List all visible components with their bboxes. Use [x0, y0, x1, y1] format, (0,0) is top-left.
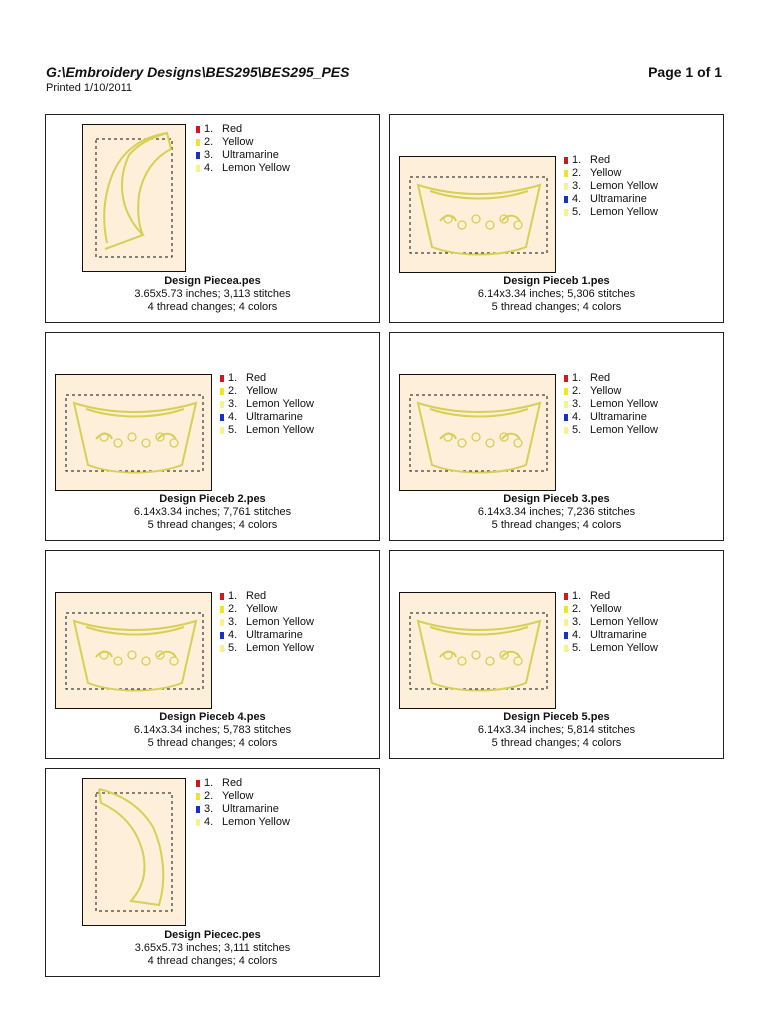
design-thread-changes: 5 thread changes; 4 colors — [491, 737, 622, 749]
design-dimensions: 6.14x3.34 inches; 5,306 stitches — [477, 288, 636, 300]
design-dimensions: 6.14x3.34 inches; 7,761 stitches — [133, 506, 292, 518]
thread-color-item — [564, 398, 658, 411]
design-thread-changes: 5 thread changes; 4 colors — [491, 519, 622, 531]
printed-date: Printed 1/10/2011 — [46, 82, 133, 94]
color-swatch — [564, 593, 568, 600]
thread-color-item — [196, 123, 290, 136]
thread-color-item — [564, 193, 658, 206]
motif-flourish — [458, 221, 466, 229]
thread-color-name: Ultramarine — [246, 629, 303, 641]
embroidery-shape — [418, 403, 540, 473]
thread-number: 4. — [204, 816, 214, 828]
thread-number: 1. — [204, 123, 214, 135]
motif-flourish — [486, 657, 494, 665]
design-dimensions: 3.65x5.73 inches; 3,111 stitches — [134, 942, 291, 954]
color-swatch — [564, 619, 568, 626]
motif-flourish — [514, 439, 522, 447]
thread-number: 4. — [204, 162, 214, 174]
thread-color-name: Red — [222, 777, 243, 789]
design-preview — [82, 778, 186, 926]
color-swatch — [220, 632, 224, 639]
design-file-name: Design Piecec.pes — [164, 929, 261, 941]
color-swatch — [220, 427, 224, 434]
thread-color-item — [196, 162, 290, 175]
thread-color-name: Yellow — [222, 136, 254, 148]
color-swatch — [220, 375, 224, 382]
thread-color-item — [196, 149, 290, 162]
thread-color-item — [564, 372, 658, 385]
motif-flourish — [142, 439, 150, 447]
motif-flourish — [114, 657, 122, 665]
thread-color-list — [564, 372, 658, 437]
thread-color-name: Ultramarine — [222, 149, 279, 161]
thread-color-list — [220, 590, 314, 655]
motif-flourish — [472, 215, 480, 223]
color-swatch — [220, 414, 224, 421]
thread-color-name: Red — [246, 372, 267, 384]
thread-number: 3. — [572, 180, 582, 192]
thread-color-item — [564, 180, 658, 193]
thread-color-list — [564, 154, 658, 219]
design-card — [45, 114, 380, 323]
motif-flourish — [458, 657, 466, 665]
thread-color-item — [220, 398, 314, 411]
thread-color-item — [564, 154, 658, 167]
thread-color-item — [196, 803, 290, 816]
thread-color-item — [220, 372, 314, 385]
motif-flourish — [142, 657, 150, 665]
thread-color-name: Yellow — [246, 603, 278, 615]
thread-number: 1. — [204, 777, 214, 789]
thread-number: 3. — [572, 398, 582, 410]
design-dimensions: 6.14x3.34 inches; 5,814 stitches — [477, 724, 636, 736]
thread-color-item — [564, 167, 658, 180]
thread-number: 4. — [572, 629, 582, 641]
thread-color-item — [564, 629, 658, 642]
color-swatch — [564, 183, 568, 190]
design-preview — [82, 124, 186, 272]
color-swatch — [564, 401, 568, 408]
thread-color-item — [196, 790, 290, 803]
embroidery-shape — [99, 789, 163, 905]
design-file-name: Design Piecea.pes — [164, 275, 261, 287]
embroidery-shape — [74, 621, 196, 691]
thread-color-item — [220, 385, 314, 398]
motif-flourish — [114, 439, 122, 447]
thread-color-name: Lemon Yellow — [590, 180, 658, 192]
thread-color-name: Lemon Yellow — [590, 206, 658, 218]
thread-color-list — [564, 590, 658, 655]
thread-number: 2. — [228, 603, 238, 615]
thread-color-item — [220, 603, 314, 616]
color-swatch — [564, 375, 568, 382]
thread-color-name: Red — [590, 372, 611, 384]
thread-color-item — [564, 590, 658, 603]
motif-flourish — [458, 439, 466, 447]
design-dimensions: 6.14x3.34 inches; 7,236 stitches — [477, 506, 636, 518]
design-preview — [399, 374, 556, 491]
color-swatch — [564, 427, 568, 434]
thread-number: 2. — [572, 603, 582, 615]
thread-color-item — [564, 411, 658, 424]
thread-number: 4. — [572, 193, 582, 205]
thread-color-name: Lemon Yellow — [246, 398, 314, 410]
embroidery-shape — [418, 185, 540, 255]
design-caption — [46, 929, 379, 968]
thread-color-item — [220, 590, 314, 603]
design-preview — [399, 156, 556, 273]
thread-color-name: Ultramarine — [590, 629, 647, 641]
thread-color-item — [220, 629, 314, 642]
thread-number: 4. — [572, 411, 582, 423]
design-preview — [55, 374, 212, 491]
thread-color-name: Lemon Yellow — [590, 398, 658, 410]
design-card — [45, 550, 380, 759]
motif-flourish — [170, 439, 178, 447]
design-dimensions: 3.65x5.73 inches; 3,113 stitches — [134, 288, 291, 300]
design-file-name: Design Pieceb 1.pes — [503, 275, 610, 287]
color-swatch — [196, 152, 200, 159]
thread-color-name: Yellow — [246, 385, 278, 397]
thread-color-item — [564, 616, 658, 629]
motif-flourish — [472, 433, 480, 441]
thread-color-name: Ultramarine — [590, 193, 647, 205]
thread-number: 3. — [204, 803, 214, 815]
thread-number: 1. — [228, 590, 238, 602]
embroidery-shape — [418, 621, 540, 691]
thread-color-name: Lemon Yellow — [590, 642, 658, 654]
motif-flourish — [128, 433, 136, 441]
color-swatch — [220, 388, 224, 395]
color-swatch — [196, 793, 200, 800]
design-file-name: Design Pieceb 4.pes — [159, 711, 266, 723]
color-swatch — [196, 165, 200, 172]
design-card — [45, 332, 380, 541]
thread-number: 1. — [572, 590, 582, 602]
thread-color-item — [220, 411, 314, 424]
design-thread-changes: 5 thread changes; 4 colors — [147, 737, 278, 749]
thread-color-name: Lemon Yellow — [246, 616, 314, 628]
thread-color-name: Yellow — [222, 790, 254, 802]
thread-number: 1. — [228, 372, 238, 384]
thread-color-name: Red — [590, 154, 611, 166]
thread-number: 5. — [572, 424, 582, 436]
thread-color-item — [564, 603, 658, 616]
thread-number: 2. — [572, 167, 582, 179]
thread-color-name: Yellow — [590, 603, 622, 615]
design-thread-changes: 4 thread changes; 4 colors — [147, 955, 278, 967]
thread-number: 5. — [228, 642, 238, 654]
thread-number: 2. — [204, 136, 214, 148]
motif-flourish — [128, 651, 136, 659]
thread-color-item — [196, 816, 290, 829]
color-swatch — [220, 593, 224, 600]
motif-flourish — [170, 657, 178, 665]
color-swatch — [196, 139, 200, 146]
thread-color-name: Lemon Yellow — [222, 162, 290, 174]
color-swatch — [564, 414, 568, 421]
color-swatch — [564, 645, 568, 652]
thread-number: 2. — [228, 385, 238, 397]
motif-flourish — [486, 221, 494, 229]
page-number: Page 1 of 1 — [648, 64, 722, 80]
thread-number: 1. — [572, 372, 582, 384]
design-thread-changes: 4 thread changes; 4 colors — [147, 301, 278, 313]
thread-color-name: Lemon Yellow — [222, 816, 290, 828]
thread-color-name: Lemon Yellow — [246, 424, 314, 436]
embroidery-shape — [74, 403, 196, 473]
thread-color-item — [220, 616, 314, 629]
design-caption — [390, 711, 723, 750]
thread-number: 2. — [572, 385, 582, 397]
design-card — [389, 550, 724, 759]
thread-color-item — [564, 206, 658, 219]
thread-color-name: Red — [246, 590, 267, 602]
thread-color-name: Ultramarine — [246, 411, 303, 423]
thread-color-list — [220, 372, 314, 437]
color-swatch — [220, 619, 224, 626]
thread-color-name: Yellow — [590, 385, 622, 397]
thread-color-name: Lemon Yellow — [590, 616, 658, 628]
design-caption — [46, 493, 379, 532]
design-dimensions: 6.14x3.34 inches; 5,783 stitches — [133, 724, 292, 736]
thread-color-list — [196, 777, 290, 829]
thread-color-item — [564, 385, 658, 398]
thread-number: 5. — [572, 206, 582, 218]
thread-color-name: Yellow — [590, 167, 622, 179]
color-swatch — [564, 157, 568, 164]
design-file-name: Design Pieceb 3.pes — [503, 493, 610, 505]
thread-color-item — [220, 424, 314, 437]
color-swatch — [196, 806, 200, 813]
thread-color-name: Lemon Yellow — [590, 424, 658, 436]
design-caption — [390, 275, 723, 314]
design-card — [45, 768, 380, 977]
motif-flourish — [472, 651, 480, 659]
color-swatch — [220, 401, 224, 408]
color-swatch — [564, 388, 568, 395]
color-swatch — [564, 209, 568, 216]
motif-flourish — [514, 657, 522, 665]
design-caption — [46, 711, 379, 750]
thread-color-name: Red — [590, 590, 611, 602]
design-preview — [399, 592, 556, 709]
thread-color-item — [196, 136, 290, 149]
thread-number: 4. — [228, 629, 238, 641]
thread-number: 1. — [572, 154, 582, 166]
thread-number: 5. — [228, 424, 238, 436]
page-title: G:\Embroidery Designs\BES295\BES295_PES — [46, 64, 350, 80]
thread-number: 3. — [228, 616, 238, 628]
thread-number: 3. — [204, 149, 214, 161]
thread-color-name: Ultramarine — [222, 803, 279, 815]
color-swatch — [564, 196, 568, 203]
design-caption — [390, 493, 723, 532]
color-swatch — [564, 606, 568, 613]
thread-color-item — [220, 642, 314, 655]
thread-color-item — [196, 777, 290, 790]
design-file-name: Design Pieceb 5.pes — [503, 711, 610, 723]
thread-color-item — [564, 642, 658, 655]
color-swatch — [564, 632, 568, 639]
thread-color-name: Ultramarine — [590, 411, 647, 423]
thread-number: 2. — [204, 790, 214, 802]
color-swatch — [196, 126, 200, 133]
color-swatch — [220, 645, 224, 652]
design-file-name: Design Pieceb 2.pes — [159, 493, 266, 505]
color-swatch — [564, 170, 568, 177]
embroidery-shape — [105, 133, 171, 249]
design-thread-changes: 5 thread changes; 4 colors — [147, 519, 278, 531]
thread-number: 3. — [572, 616, 582, 628]
design-preview — [55, 592, 212, 709]
design-caption — [46, 275, 379, 314]
motif-flourish — [486, 439, 494, 447]
thread-color-name: Red — [222, 123, 243, 135]
thread-number: 5. — [572, 642, 582, 654]
motif-flourish — [514, 221, 522, 229]
color-swatch — [196, 780, 200, 787]
thread-number: 3. — [228, 398, 238, 410]
thread-color-name: Lemon Yellow — [246, 642, 314, 654]
color-swatch — [220, 606, 224, 613]
design-card — [389, 114, 724, 323]
thread-color-item — [564, 424, 658, 437]
design-card — [389, 332, 724, 541]
color-swatch — [196, 819, 200, 826]
design-thread-changes: 5 thread changes; 4 colors — [491, 301, 622, 313]
thread-color-list — [196, 123, 290, 175]
thread-number: 4. — [228, 411, 238, 423]
